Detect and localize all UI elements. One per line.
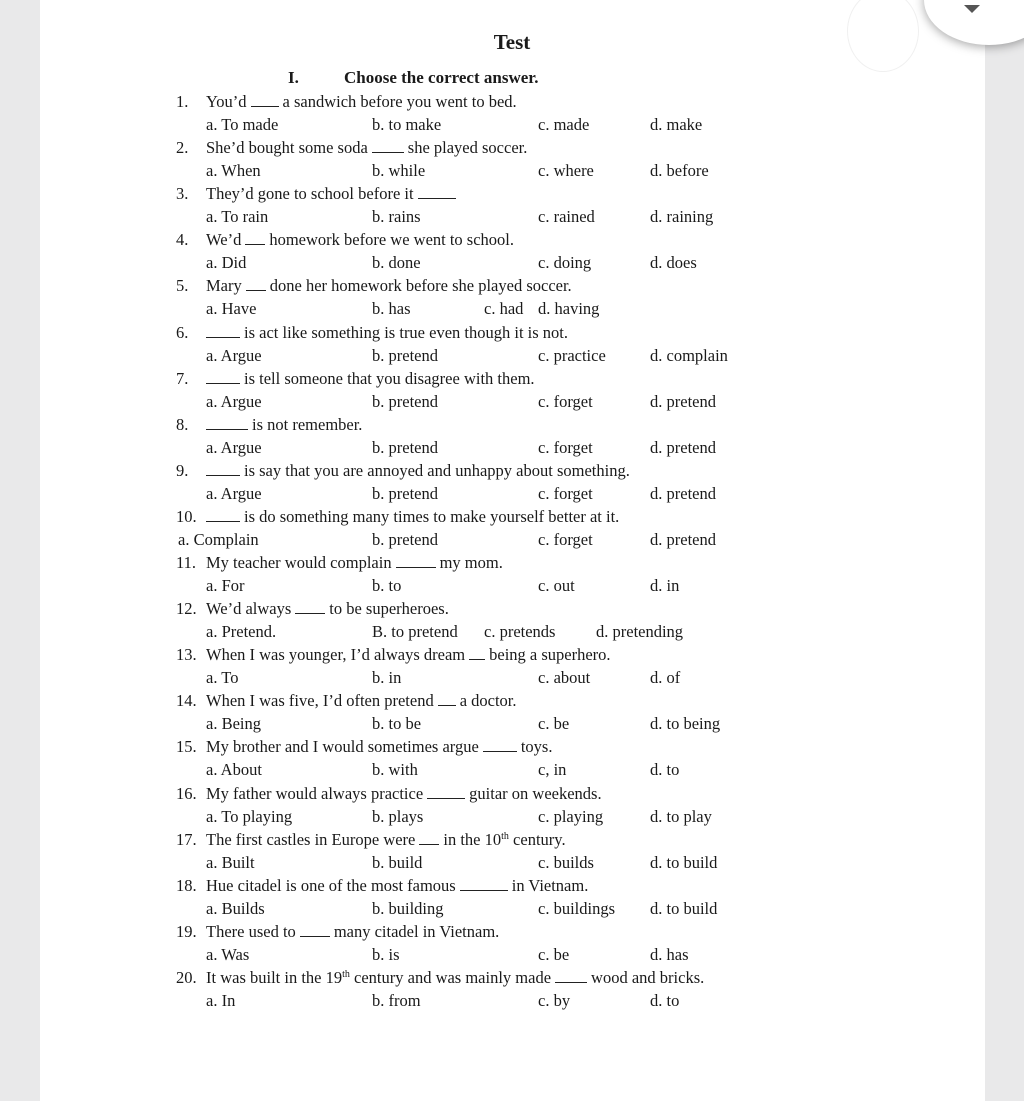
answer-blank <box>300 924 330 937</box>
question-text: guitar on weekends. <box>469 783 602 803</box>
question-text: She’d bought some soda <box>206 138 368 158</box>
option-d: d. make <box>650 115 703 134</box>
option-c: c. out <box>538 576 575 595</box>
question-text: My teacher would complain <box>206 553 392 572</box>
superscript: th <box>501 830 509 842</box>
option-c: c. playing <box>538 806 604 826</box>
option-a: a. To rain <box>206 207 269 227</box>
question-text: They’d gone to school before it <box>206 184 414 204</box>
option-a: a. To playing <box>206 806 293 826</box>
answer-blank <box>206 417 248 430</box>
option-c: c. forget <box>538 483 593 503</box>
answer-blank <box>418 186 456 199</box>
question-row <box>176 784 602 804</box>
question-text: century and was mainly made <box>349 967 552 987</box>
question-text: a sandwich before you went to bed. <box>282 92 517 111</box>
answer-blank <box>295 601 325 614</box>
option-b: b. build <box>372 852 423 872</box>
question-number: 2. <box>176 138 189 158</box>
question-row <box>176 645 611 665</box>
question-number: 9. <box>176 460 189 480</box>
option-a: a. Argue <box>206 391 262 411</box>
option-d: d. to <box>650 760 680 780</box>
option-d: d. does <box>650 253 697 273</box>
option-c: c. made <box>538 115 590 134</box>
option-d: d. in <box>650 576 680 595</box>
option-d: d. pretending <box>596 622 684 642</box>
option-a: a. Argue <box>206 483 262 503</box>
question-row <box>176 876 588 896</box>
option-c: c. be <box>538 944 570 964</box>
option-d: d. to being <box>650 714 721 734</box>
question-text: Hue citadel is one of the most famous <box>206 875 456 895</box>
option-a: a. About <box>206 760 262 780</box>
option-b: b. pretend <box>372 437 438 457</box>
question-text: century. <box>508 829 566 849</box>
question-text: wood and bricks. <box>591 967 705 987</box>
answer-blank <box>251 94 279 107</box>
option-c: c. forget <box>538 391 593 411</box>
answer-blank <box>246 278 266 291</box>
option-b: b. has <box>372 299 411 319</box>
question-text: is say that you are annoyed and unhappy about something. <box>244 460 630 480</box>
option-c: c. forget <box>538 529 593 549</box>
option-b: b. pretend <box>372 391 438 411</box>
question-row <box>176 138 527 158</box>
question-text: homework before we went to school. <box>269 230 515 250</box>
option-c: c. practice <box>538 345 606 365</box>
question-text: The first castles in Europe were <box>206 829 416 849</box>
question-number: 1. <box>176 92 189 111</box>
option-a: a. Complain <box>178 529 259 549</box>
option-b: b. to make <box>372 115 442 134</box>
superscript: th <box>342 968 350 980</box>
question-number: 10. <box>176 506 197 526</box>
question-number: 8. <box>176 414 189 434</box>
question-row <box>176 553 503 573</box>
option-c: c. pretends <box>484 622 556 642</box>
question-row <box>176 230 514 250</box>
chevron-down-icon <box>964 5 980 13</box>
question-text: It was built in the 19 <box>206 967 343 987</box>
option-b: b. to <box>372 576 402 595</box>
option-c: c, in <box>538 760 567 780</box>
question-text: My father would always practice <box>206 783 424 803</box>
option-a: a. In <box>206 990 236 1010</box>
option-b: b. plays <box>372 806 424 826</box>
option-a: a. Being <box>206 714 261 734</box>
question-number: 16. <box>176 783 197 803</box>
option-c: c. forget <box>538 437 593 457</box>
option-d: d. raining <box>650 207 714 227</box>
question-row <box>176 92 517 112</box>
question-row <box>176 968 704 988</box>
option-d: d. has <box>650 944 689 964</box>
option-b: b. pretend <box>372 483 438 503</box>
question-row <box>176 599 449 619</box>
question-text: is act like something is true even though it is not. <box>244 322 568 342</box>
option-a: a. Have <box>206 299 257 319</box>
option-d: d. complain <box>650 345 728 365</box>
option-b: b. done <box>372 253 421 273</box>
option-b: b. to be <box>372 714 422 734</box>
option-c: c. rained <box>538 207 595 227</box>
option-d: d. to build <box>650 898 718 918</box>
option-a: a. To made <box>206 115 279 134</box>
question-number: 17. <box>176 829 197 849</box>
question-number: 13. <box>176 645 197 665</box>
question-number: 3. <box>176 184 189 204</box>
question-number: 4. <box>176 230 189 250</box>
question-row <box>176 461 630 481</box>
answer-blank <box>245 232 265 245</box>
option-d: d. pretend <box>650 483 716 503</box>
answer-blank <box>438 693 456 706</box>
option-d: d. to build <box>650 852 718 872</box>
option-b: b. building <box>372 898 444 918</box>
question-row <box>176 184 460 204</box>
question-text: being a superhero. <box>489 645 611 665</box>
answer-blank <box>372 140 404 153</box>
question-text: When I was younger, I’d always dream <box>206 645 466 665</box>
question-row <box>176 323 568 343</box>
question-number: 19. <box>176 921 197 941</box>
question-row <box>176 369 535 389</box>
question-number: 14. <box>176 691 197 711</box>
option-c: c. by <box>538 990 571 1010</box>
option-a: a. Did <box>206 253 247 273</box>
question-number: 20. <box>176 967 197 987</box>
question-text: a doctor. <box>459 691 517 711</box>
option-b: b. pretend <box>372 529 438 549</box>
section-heading <box>288 68 539 88</box>
answer-blank <box>460 878 508 891</box>
answer-blank <box>469 647 485 660</box>
question-text: is not remember. <box>252 414 363 434</box>
question-text: My brother and I would sometimes argue <box>206 737 479 757</box>
option-d: d. before <box>650 161 709 181</box>
question-text: in the 10 <box>443 829 502 849</box>
answer-blank <box>206 509 240 522</box>
question-text: my mom. <box>439 553 503 572</box>
option-a: a. To <box>206 668 239 688</box>
option-d: d. having <box>538 299 600 319</box>
question-text: You’d <box>206 92 247 111</box>
answer-blank <box>555 970 587 983</box>
answer-blank <box>206 371 240 384</box>
section-number: I. <box>288 68 299 87</box>
option-b: b. in <box>372 668 402 688</box>
question-row <box>176 691 517 711</box>
option-c: c. buildings <box>538 898 615 918</box>
question-number: 12. <box>176 599 197 619</box>
question-number: 11. <box>176 553 197 572</box>
answer-blank <box>396 555 436 568</box>
option-c: c. be <box>538 714 570 734</box>
option-d: d. pretend <box>650 391 716 411</box>
answer-blank <box>206 325 240 338</box>
question-text: done her homework before she played soccer. <box>269 276 572 296</box>
answer-blank <box>427 786 465 799</box>
question-text: she played soccer. <box>407 138 528 158</box>
question-text: is do something many times to make yourself better at it. <box>244 506 620 526</box>
option-a: a. Built <box>206 852 255 872</box>
question-number: 7. <box>176 368 189 388</box>
question-text: When I was five, I’d often pretend <box>206 691 434 711</box>
question-text: There used to <box>206 921 296 941</box>
question-text: We’d always <box>206 599 292 619</box>
option-d: d. to <box>650 990 680 1010</box>
option-a: a. Argue <box>206 345 262 365</box>
option-d: d. of <box>650 668 681 688</box>
option-c: c. about <box>538 668 591 688</box>
question-text: We’d <box>206 230 242 250</box>
answer-blank <box>419 832 439 845</box>
option-c: c. doing <box>538 253 592 273</box>
question-text: is tell someone that you disagree with them. <box>244 368 535 388</box>
option-a: a. Builds <box>206 898 265 918</box>
question-row <box>176 922 499 942</box>
option-b: b. from <box>372 990 421 1010</box>
option-b: b. rains <box>372 207 421 227</box>
question-text: many citadel in Vietnam. <box>333 921 500 941</box>
option-a: a. Argue <box>206 437 262 457</box>
option-b: b. while <box>372 161 426 181</box>
option-c: c. builds <box>538 852 594 872</box>
question-row <box>176 507 619 527</box>
question-text: Mary <box>206 276 242 296</box>
question-number: 5. <box>176 276 189 296</box>
question-number: 6. <box>176 322 189 342</box>
answer-blank <box>206 463 240 476</box>
question-row <box>176 737 552 757</box>
option-b: B. to pretend <box>372 622 458 642</box>
section-title: Choose the correct answer. <box>344 68 539 87</box>
option-d: d. to play <box>650 806 712 826</box>
question-text: to be superheroes. <box>329 599 449 619</box>
option-d: d. pretend <box>650 529 716 549</box>
option-a: a. When <box>206 161 261 181</box>
option-a: a. Was <box>206 944 250 964</box>
option-b: b. with <box>372 760 418 780</box>
option-c: c. where <box>538 161 594 181</box>
question-number: 18. <box>176 875 197 895</box>
option-b: b. pretend <box>372 345 438 365</box>
question-number: 15. <box>176 737 197 757</box>
answer-blank <box>483 739 517 752</box>
question-row <box>176 830 566 850</box>
option-b: b. is <box>372 944 400 964</box>
question-row <box>176 415 362 435</box>
option-d: d. pretend <box>650 437 716 457</box>
question-text: in Vietnam. <box>511 875 589 895</box>
question-row <box>176 276 572 296</box>
option-c: c. had <box>484 299 524 319</box>
question-text: toys. <box>520 737 553 757</box>
page-title: Test <box>493 30 531 54</box>
option-a: a. For <box>206 576 245 595</box>
option-a: a. Pretend. <box>206 622 277 642</box>
